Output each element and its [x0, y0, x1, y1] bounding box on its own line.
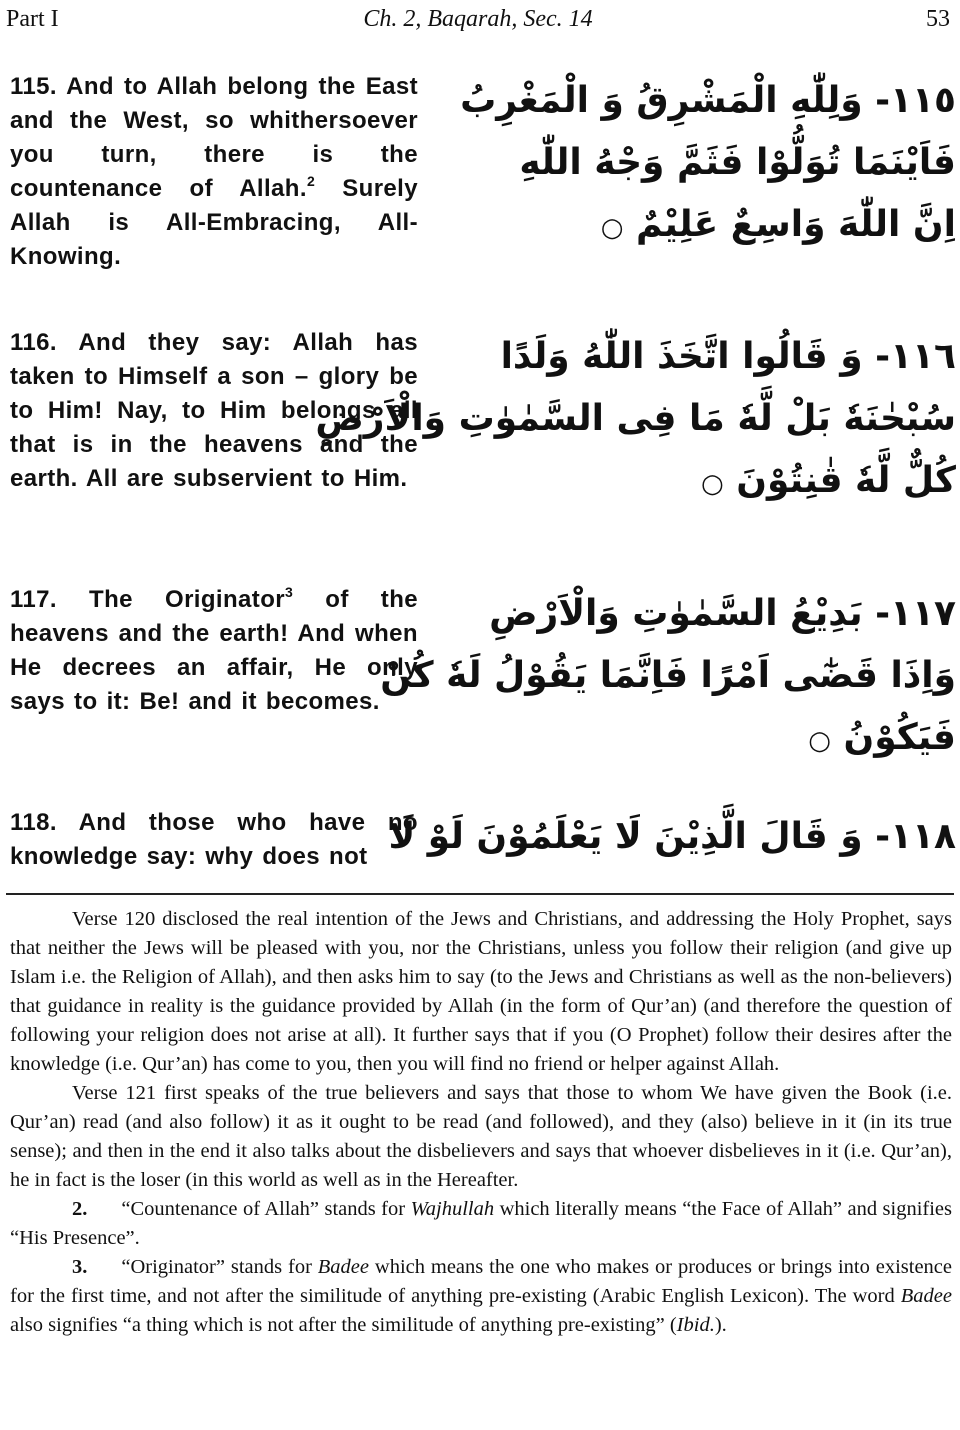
part-label: Part I: [6, 6, 59, 32]
arabic-line: ١١٥- وَلِلّٰهِ الْمَشْرِقُ وَ الْمَغْرِبُ: [460, 80, 956, 121]
commentary-section: [10, 905, 952, 1340]
commentary-paragraph: Verse 121 first speaks of the true believers and says that those to whom We have given the Book (i.e. Qur’an) read (and also follow) it as it ought to be read (and followed), and they (also) believe in it (in its true sense); and then in the end it also talks about the disbelievers and says that whoever disbelieves in it (i.e. Qur’an), he in fact is the loser (in this world as well as in the Hereafter.: [10, 1082, 952, 1191]
arabic-line: سُبْحٰنَهٗ بَلْ لَّهٗ مَا فِى السَّمٰوٰتِ وَالْاَرْضِ: [315, 398, 956, 439]
verse-arabic: [380, 583, 956, 772]
footnote-divider: [6, 893, 954, 895]
footnote-number: 3.: [72, 1256, 88, 1278]
commentary-paragraph: Verse 120 disclosed the real intention of the Jews and Christians, and addressing the Holy Prophet, says that neither the Jews will be pleased with you, nor the Christians, unless you follow their religion (and give up Islam i.e. the Religion of Allah), and then asks him to say (to the Jews and Christians as well as the non-believers) that guidance in reality is the guidance provided by Allah (in the form of Qur’an) (and therefore the question of following your religion does not arise at all). It further says that if you (O Prophet) follow their desires after the knowledge (i.e. Qur’an) has come to you, then you will find no friend or helper against Allah.: [10, 908, 952, 1075]
arabic-line: ١١٦- وَ قَالُوا اتَّخَذَ اللّٰهُ وَلَدًا: [500, 336, 956, 377]
arabic-line: ١١٨- وَ قَالَ الَّذِيْنَ لَا يَعْلَمُوْنَ لَوْ لَا: [388, 816, 956, 857]
verse-translation: 117. The Originator$^3$ of the heavens and the earth! And when He decrees an affair, He only says to it: Be! and it becomes.: [10, 584, 418, 715]
verse-arabic: [460, 70, 956, 259]
arabic-line: فَيَكُوْنُ ○: [808, 717, 956, 758]
arabic-line: وَاِذَا قَضٰٓى اَمْرًا فَاِنَّمَا يَقُوْلُ لَهٗ كُنْ: [380, 655, 956, 696]
verse-arabic: [388, 806, 956, 868]
arabic-line: اِنَّ اللّٰهَ وَاسِعٌ عَلِيْمٌ ○: [600, 204, 956, 245]
verse-translation: 116. And they say: Allah has taken to Himself a son – glory be to Him! Nay, to Him belongs all that is in the heavens and the earth. All are subservient to Him.: [10, 329, 418, 492]
verse-arabic: [315, 326, 956, 515]
footnote-number: 2.: [72, 1198, 88, 1220]
arabic-line: ١١٧- بَدِيْعُ السَّمٰوٰتِ وَالْاَرْضِ: [489, 593, 956, 634]
verse-translation: 118. And those who have no knowledge say: why does not: [10, 809, 418, 870]
arabic-line: فَاَيْنَمَا تُوَلُّوْا فَثَمَّ وَجْهُ اللّٰهِ: [519, 142, 956, 183]
footnote-3: 3. “Originator” stands for Badee which means the one who makes or produces or brings into existence for the first time, and not after the similitude of anything pre-existing (Arabic English Lexicon). The word Badee also signifies “a thing which is not after the similitude of anything pre-existing” (Ibid.).: [10, 1256, 952, 1336]
ayah-end-mark: ○: [600, 213, 624, 243]
arabic-line: كُلٌّ لَّهٗ قٰنِتُوْنَ ○: [701, 460, 956, 501]
verse-translation: 115. And to Allah belong the East and the West, so whithersoever you turn, there is the countenance of Allah.$^2$ Surely Allah is All-Embracing, All-Knowing.: [10, 73, 418, 270]
page-header: [6, 6, 950, 36]
ayah-end-mark: ○: [808, 726, 831, 756]
running-title: Ch. 2, Baqarah, Sec. 14: [363, 6, 593, 32]
footnote-ref: 2: [306, 173, 316, 189]
ayah-end-mark: ○: [701, 469, 724, 499]
page-number: 53: [926, 6, 950, 32]
footnote-2: 2. “Countenance of Allah” stands for Wajhullah which literally means “the Face of Allah” and signifies “His Presence”.: [10, 1198, 953, 1249]
footnote-ref: 3: [285, 584, 294, 600]
